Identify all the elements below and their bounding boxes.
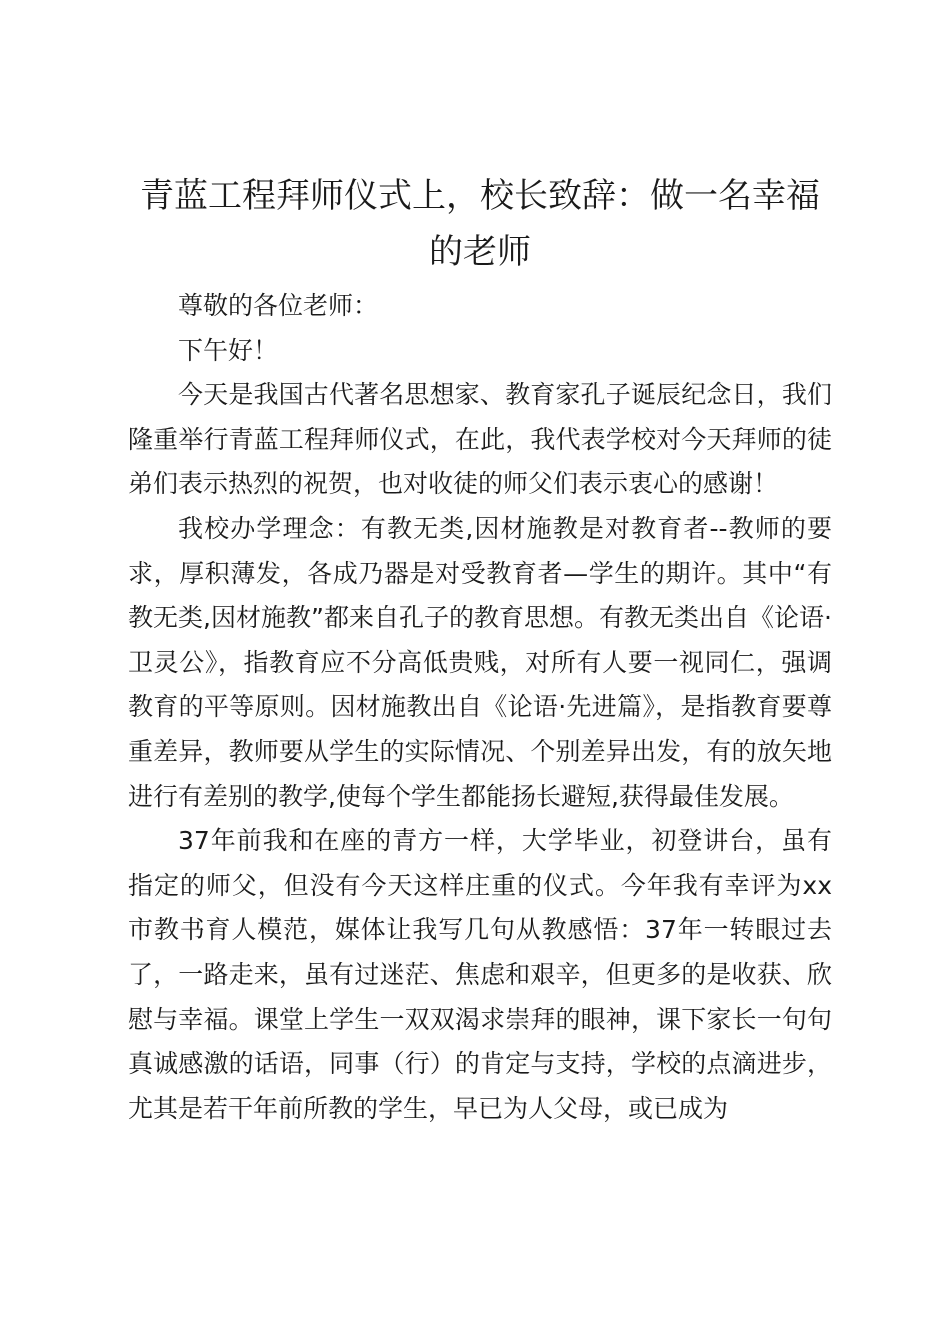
greeting-paragraph: 下午好！: [178, 335, 279, 365]
salutation-paragraph: 尊敬的各位老师：: [178, 291, 379, 320]
document-page: [128, 168, 832, 1131]
body-paragraph: 今天是我国古代著名思想家、教育家孔子诞辰纪念日，我们隆重举行青蓝工程拜师仪式，在此，我代表学校对今天拜师的徒弟们表示热烈的祝贺，也对收徒的师父们表示衷心的感谢！: [128, 380, 832, 499]
body-paragraph: 我校办学理念：有教无类,因材施教是对教育者--教师的要求，厚积薄发，各成乃器是对受教育者—学生的期许。其中“有教无类,因材施教”都来自孔子的教育思想。有教无类出自《论语·卫灵公》，指教育应不分高低贵贱，对所有人要一视同仁，强调教育的平等原则。因材施教出自《论语·先进篇》，是指教育要尊重差异，教师要从学生的实际情况、个别差异出发，有的放矢地进行有差别的教学,使每个学生都能扬长避短,获得最佳发展。: [128, 513, 832, 811]
document-body: [128, 284, 832, 1131]
document-title: 青蓝工程拜师仪式上，校长致辞：做一名幸福的老师: [140, 176, 820, 272]
body-paragraph: 37年前我和在座的青方一样，大学毕业，初登讲台，虽有指定的师父，但没有今天这样庄重的仪式。今年我有幸评为xx市教书育人模范，媒体让我写几句从教感悟：37年一转眼过去了，一路走来，虽有过迷茫、焦虑和艰辛，但更多的是收获、欣慰与幸福。课堂上学生一双双渴求崇拜的眼神，课下家长一句句真诚感激的话语，同事（行）的肯定与支持，学校的点滴进步，尤其是若干年前所教的学生，早已为人父母，或已成为: [128, 826, 832, 1123]
